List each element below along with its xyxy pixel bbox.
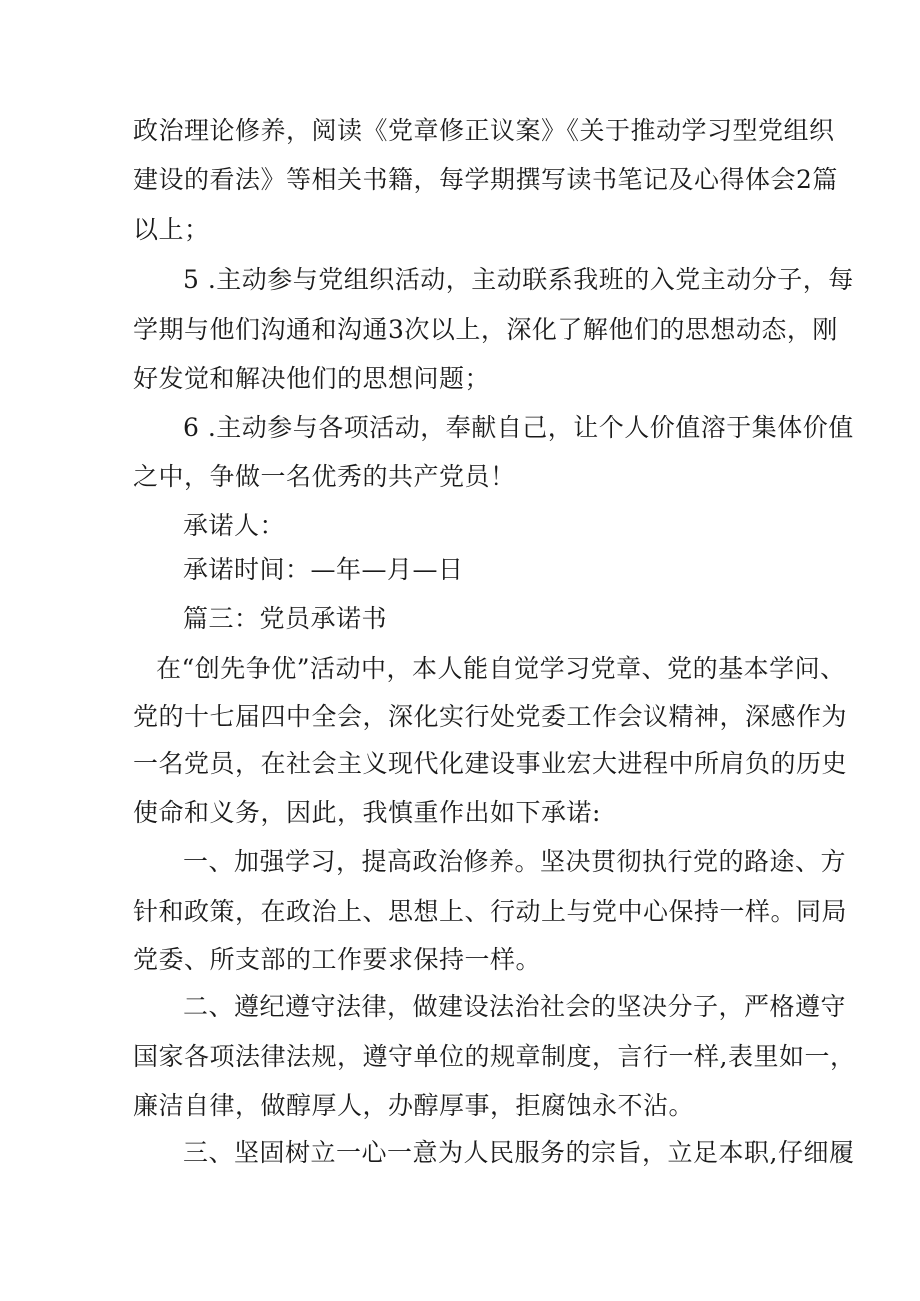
paragraph-line: 国家各项法律法规，遵守单位的规章制度，言行一样,表里如一， — [133, 1042, 856, 1071]
paragraph-line: 党委、所支部的工作要求保持一样。 — [133, 945, 542, 974]
paragraph-line: 一、加强学习，提高政治修养。坚决贯彻执行党的路途、方 — [183, 847, 847, 876]
paragraph-line: 针和政策，在政治上、思想上、行动上与党中心保持一样。同局 — [133, 897, 848, 926]
paragraph-line: 5 .主动参与党组织活动，主动联系我班的入党主动分子，每 — [183, 265, 854, 294]
paragraph-line: 好发觉和解决他们的思想问题； — [133, 364, 491, 393]
paragraph-line: 6 .主动参与各项活动，奉献自己，让个人价值溶于集体价值 — [183, 413, 854, 442]
paragraph-line: 学期与他们沟通和沟通3次以上，深化了解他们的思想动态，刚 — [133, 315, 838, 344]
paragraph-line: 政治理论修养，阅读《党章修正议案》《关于推动学习型党组织 — [133, 116, 835, 145]
paragraph-line: 之中，争做一名优秀的共产党员！ — [133, 462, 516, 491]
signatory-label: 承诺人： — [183, 511, 286, 540]
promise-date-label: 承诺时间：—年—月—日 — [183, 555, 464, 584]
paragraph-line: 一名党员，在社会主义现代化建设事业宏大进程中所肩负的历史 — [133, 749, 848, 778]
paragraph-line: 在“创先争优”活动中，本人能自觉学习党章、党的基本学问、 — [156, 654, 846, 683]
paragraph-line: 三、坚固树立一心一意为人民服务的宗旨，立足本职,仔细履 — [183, 1138, 855, 1167]
paragraph-line: 二、遵纪遵守法律，做建设法治社会的坚决分子，严格遵守 — [183, 992, 847, 1021]
paragraph-line: 以上； — [133, 215, 210, 244]
paragraph-line: 建设的看法》等相关书籍，每学期撰写读书笔记及心得体会2篇 — [133, 165, 838, 194]
paragraph-line: 廉洁自律，做醇厚人，办醇厚事，拒腐蚀永不沾。 — [133, 1091, 695, 1120]
paragraph-line: 使命和义务，因此，我慎重作出如下承诺: — [133, 798, 601, 827]
paragraph-line: 党的十七届四中全会，深化实行处党委工作会议精神，深感作为 — [133, 702, 848, 731]
section-heading: 篇三：党员承诺书 — [183, 604, 388, 633]
